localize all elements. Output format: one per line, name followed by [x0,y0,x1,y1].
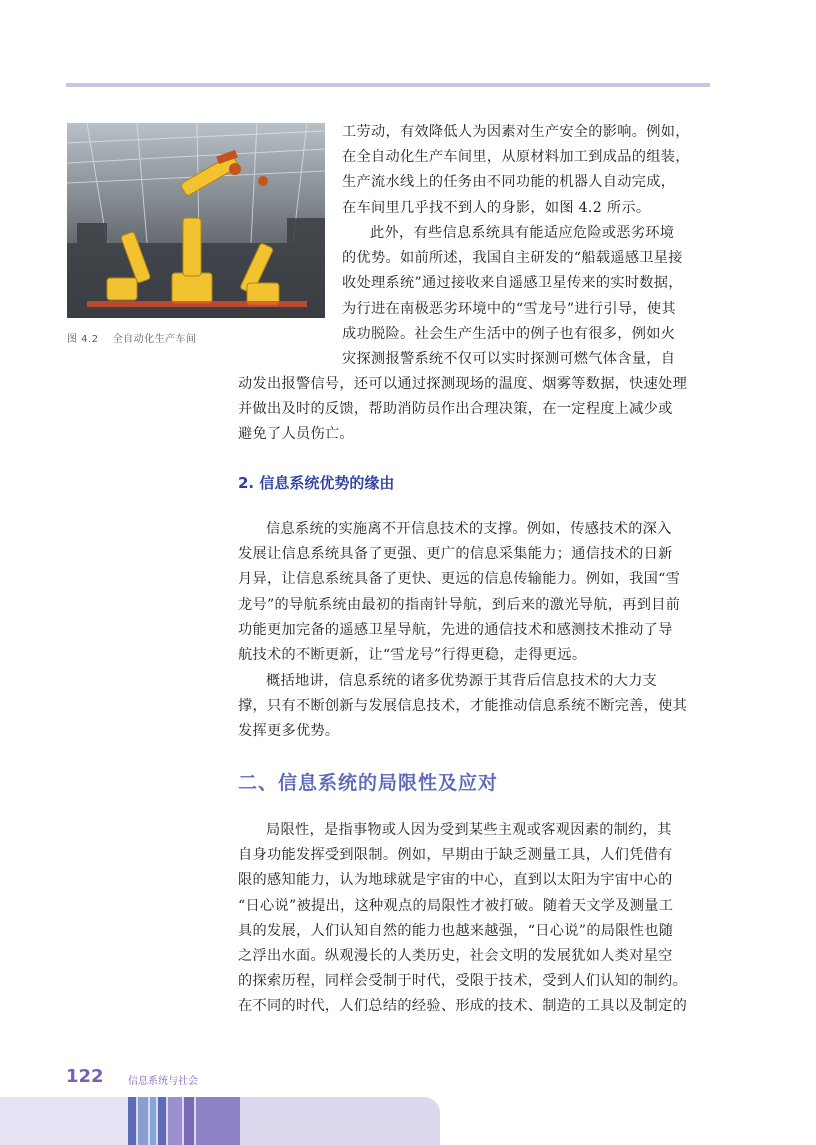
text-line: 月异，让信息系统具备了更快、更远的信息传输能力。例如，我国“雪 [238,571,681,588]
text-line: 限的感知能力，认为地球就是宇宙的中心，直到以太阳为宇宙中心的 [238,872,673,889]
text-line: 此外，有些信息系统具有能适应危险或恶劣环境 [370,225,675,241]
text-line: 的探索历程，同样会受制于时代，受限于技术，受到人们认知的制约。 [238,973,688,990]
text-line: 发展让信息系统具备了更强、更广的信息采集能力；通信技术的日新 [238,546,673,563]
paragraph-1 [342,120,710,221]
text-line: 撑，只有不断创新与发展信息技术，才能推动信息系统不断完善，使其 [238,698,688,715]
footer-stripe [168,1097,182,1145]
text-line: 发挥更多优势。 [238,723,340,740]
paragraph-2-part-1 [342,221,710,372]
paragraph-2-part-2 [238,372,710,448]
paragraph-5 [238,818,710,1020]
footer-stripe [0,1097,128,1145]
text-line: “日心说”被提出，这种观点的局限性才被打破。随着天文学及测量工 [238,897,674,914]
text-line: 为行进在南极恶劣环境中的“雪龙号”进行引导，使其 [342,300,676,317]
factory-robot-photo [67,123,325,318]
paragraph-4 [238,669,710,745]
figure-caption-text: 全自动化生产车间 [112,334,197,345]
book-title: 信息系统与社会 [128,1076,198,1087]
text-line: 并做出及时的反馈，帮助消防员作出合理决策，在一定程度上减少或 [238,401,673,418]
text-line: 局限性，是指事物或人因为受到某些主观或客观因素的制约，其 [266,822,672,838]
text-line: 航技术的不断更新，让“雪龙号”行得更稳，走得更远。 [238,647,587,664]
footer-stripe [128,1097,136,1145]
text-line: 的优势。如前所述，我国自主研发的“船载遥感卫星接 [342,250,683,267]
figure-caption [67,330,197,345]
text-line: 生产流水线上的任务由不同功能的机器人自动完成， [342,174,676,191]
text-line: 避免了人员伤亡。 [238,426,354,443]
footer-stripe [196,1097,240,1145]
text-line: 成功脱险。社会生产生活中的例子也有很多，例如火 [342,325,676,342]
page-number: 122 [66,1066,104,1087]
footer-stripe [138,1097,148,1145]
footer-stripe [150,1097,156,1145]
footer-decoration-band [0,1097,440,1145]
paragraph-3 [238,517,710,668]
text-line: 动发出报警信号，还可以通过探测现场的温度、烟雾等数据，快速处理 [238,376,688,392]
section-heading: 二、信息系统的局限性及应对 [238,772,499,794]
text-line: 之浮出水面。纵观漫长的人类历史，社会文明的发展犹如人类对星空 [238,948,673,965]
subsection-heading: 2. 信息系统优势的缘由 [238,474,395,492]
text-line: 自身功能发挥受到限制。例如，早期由于缺乏测量工具，人们凭借有 [238,847,673,864]
text-line: 在不同的时代，人们总结的经验、形成的技术、制造的工具以及制定的 [238,998,688,1015]
text-line: 概括地讲，信息系统的诸多优势源于其背后信息技术的大力支 [266,673,658,689]
text-line: 工劳动，有效降低人为因素对生产安全的影响。例如， [342,124,690,140]
footer-stripe [158,1097,166,1145]
text-line: 在全自动化生产车间里，从原材料加工到成品的组装， [342,149,690,166]
top-rule [66,83,710,87]
text-line: 具的发展，人们认知自然的能力也越来越强，“日心说”的局限性也随 [238,922,674,939]
text-line: 信息系统的实施离不开信息技术的支撑。例如，传感技术的深入 [266,521,672,537]
text-line: 龙号”的导航系统由最初的指南针导航，到后来的激光导航，再到目前 [238,596,681,613]
footer-stripe [184,1097,194,1145]
text-line: 收处理系统”通过接收来自遥感卫星传来的实时数据， [342,275,683,292]
text-line: 功能更加完备的遥感卫星导航，先进的通信技术和感测技术推动了导 [238,621,673,638]
text-line: 灾探测报警系统不仅可以实时探测可燃气体含量，自 [342,351,676,368]
text-line: 在车间里几乎找不到人的身影，如图 4.2 所示。 [342,199,651,216]
figure-number: 图 4.2 [67,334,99,345]
